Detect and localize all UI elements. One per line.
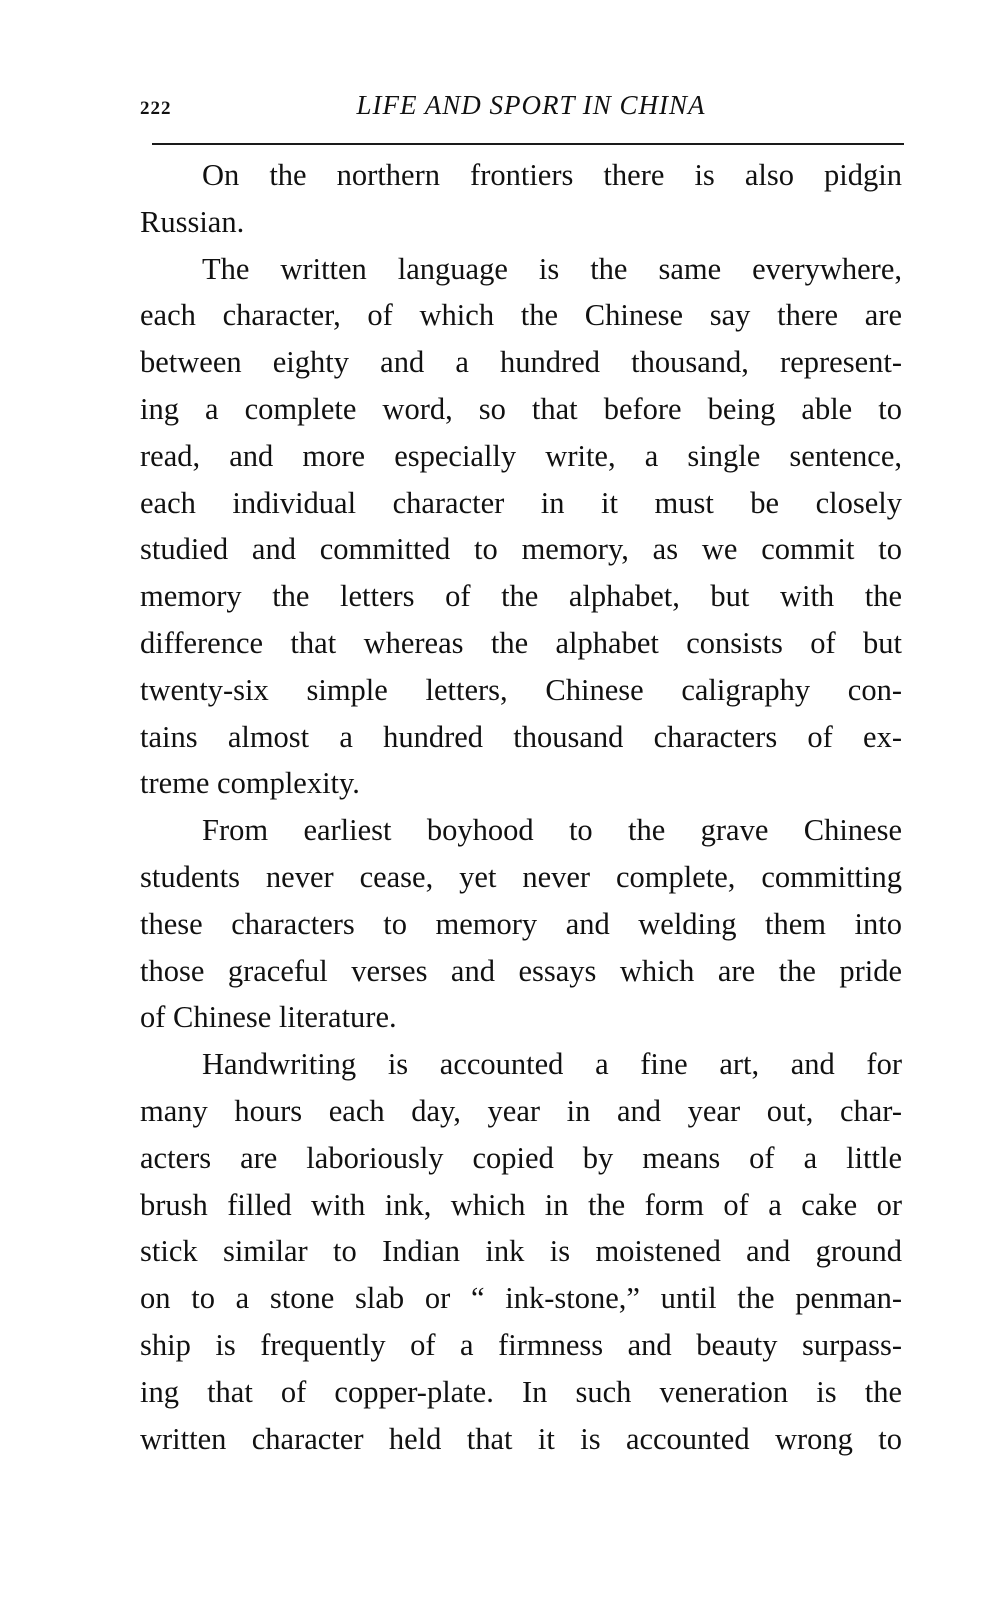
text-line: From earliest boyhood to the grave Chinese xyxy=(202,813,902,848)
text-line: ship is frequently of a firmness and beauty surpass- xyxy=(140,1327,902,1362)
text-line: difference that whereas the alphabet consists of but xyxy=(140,625,902,660)
text-line: On the northern frontiers there is also pidgin xyxy=(202,158,902,192)
text-line: acters are laboriously copied by means of a little xyxy=(140,1140,902,1175)
text-line: between eighty and a hundred thousand, represent- xyxy=(140,345,902,380)
text-line: treme complexity. xyxy=(140,766,360,801)
running-title: LIFE AND SPORT IN CHINA xyxy=(356,90,706,120)
text-line: students never cease, yet never complete, committing xyxy=(140,859,902,894)
text-line: Russian. xyxy=(140,204,245,239)
text-line: ing that of copper-plate. In such veneration is the xyxy=(140,1374,902,1409)
text-line: these characters to memory and welding them into xyxy=(140,906,902,941)
text-line: those graceful verses and essays which are the pride xyxy=(140,953,902,988)
text-line: written character held that it is accounted wrong to xyxy=(140,1421,902,1456)
text-line: each character, of which the Chinese say there are xyxy=(140,298,902,333)
body-text xyxy=(140,152,902,1462)
text-line: studied and committed to memory, as we commit to xyxy=(140,532,902,567)
running-head xyxy=(140,90,902,130)
text-line: each individual character in it must be closely xyxy=(140,485,902,520)
text-line: twenty-six simple letters, Chinese caligraphy con- xyxy=(140,672,902,707)
text-line: many hours each day, year in and year out, char- xyxy=(140,1093,902,1128)
text-line: The written language is the same everywhere, xyxy=(202,251,902,286)
text-line: brush filled with ink, which in the form of a cake or xyxy=(140,1187,902,1222)
text-line: Handwriting is accounted a fine art, and for xyxy=(202,1047,902,1082)
text-line: of Chinese literature. xyxy=(140,1000,397,1035)
text-line: stick similar to Indian ink is moistened and ground xyxy=(140,1234,902,1269)
text-line: on to a stone slab or “ ink-stone,” until the penman- xyxy=(140,1281,902,1316)
page-number: 222 xyxy=(140,98,172,119)
text-line: ing a complete word, so that before being able to xyxy=(140,391,902,426)
text-line: read, and more especially write, a single sentence, xyxy=(140,438,902,473)
text-line: memory the letters of the alphabet, but with the xyxy=(140,579,902,614)
text-line: tains almost a hundred thousand characters of ex- xyxy=(140,719,902,754)
header-rule xyxy=(152,143,904,145)
